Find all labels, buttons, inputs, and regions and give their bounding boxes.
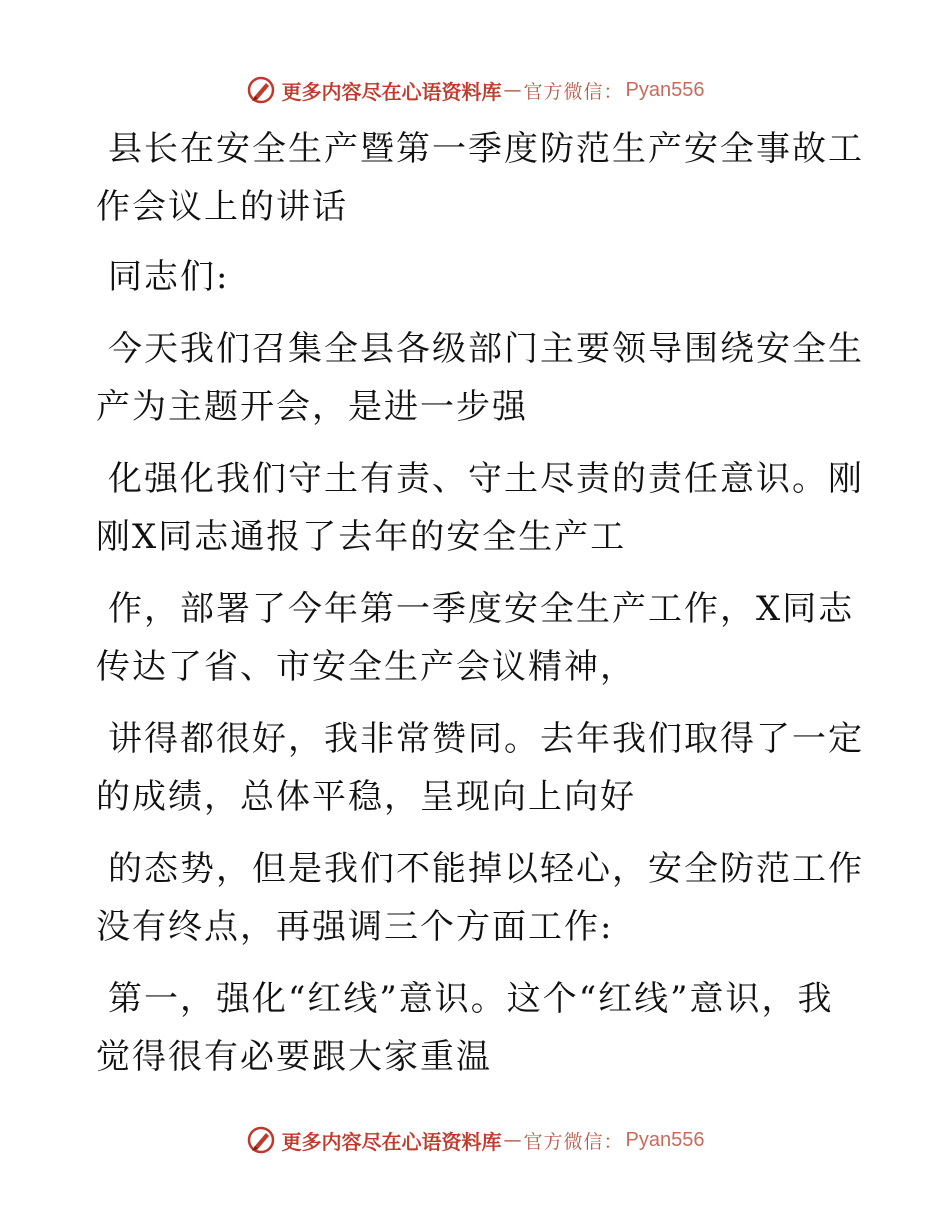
- footer-banner: [0, 1120, 950, 1160]
- banner-dash: —: [503, 79, 522, 101]
- paragraph: 的态势，但是我们不能掉以轻心，安全防范工作没有终点，再强调三个方面工作:: [96, 849, 864, 947]
- pen-logo-icon: [246, 75, 276, 105]
- banner-dash: —: [503, 1129, 522, 1151]
- paragraph: 今天我们召集全县各级部门主要领导围绕安全生产为主题开会，是进一步强: [96, 329, 864, 427]
- pen-logo-icon: [246, 1125, 276, 1155]
- wechat-id: Pyan556: [625, 1128, 705, 1151]
- paragraph: 同志们:: [108, 257, 230, 297]
- paragraph: 讲得都很好，我非常赞同。去年我们取得了一定的成绩，总体平稳，呈现向上向好: [96, 719, 864, 817]
- official-wechat-label: 官方微信：: [523, 80, 624, 103]
- wechat-id: Pyan556: [625, 78, 705, 101]
- paragraph: 第一，强化“红线”意识。这个“红线”意识，我觉得很有必要跟大家重温: [96, 979, 834, 1077]
- site-name: 更多内容尽在心语资料库: [281, 1129, 502, 1154]
- site-name: 更多内容尽在心语资料库: [281, 79, 502, 104]
- official-wechat-label: 官方微信：: [523, 1130, 624, 1153]
- document-title: 县长在安全生产暨第一季度防范生产安全事故工作会议上的讲话: [96, 129, 864, 227]
- document-body: [96, 120, 866, 1100]
- paragraph: 作，部署了今年第一季度安全生产工作，X同志传达了省、市安全生产会议精神，: [96, 589, 855, 687]
- paragraph: 化强化我们守土有责、守土尽责的责任意识。刚刚X同志通报了去年的安全生产工: [96, 459, 864, 557]
- header-banner: [0, 70, 950, 110]
